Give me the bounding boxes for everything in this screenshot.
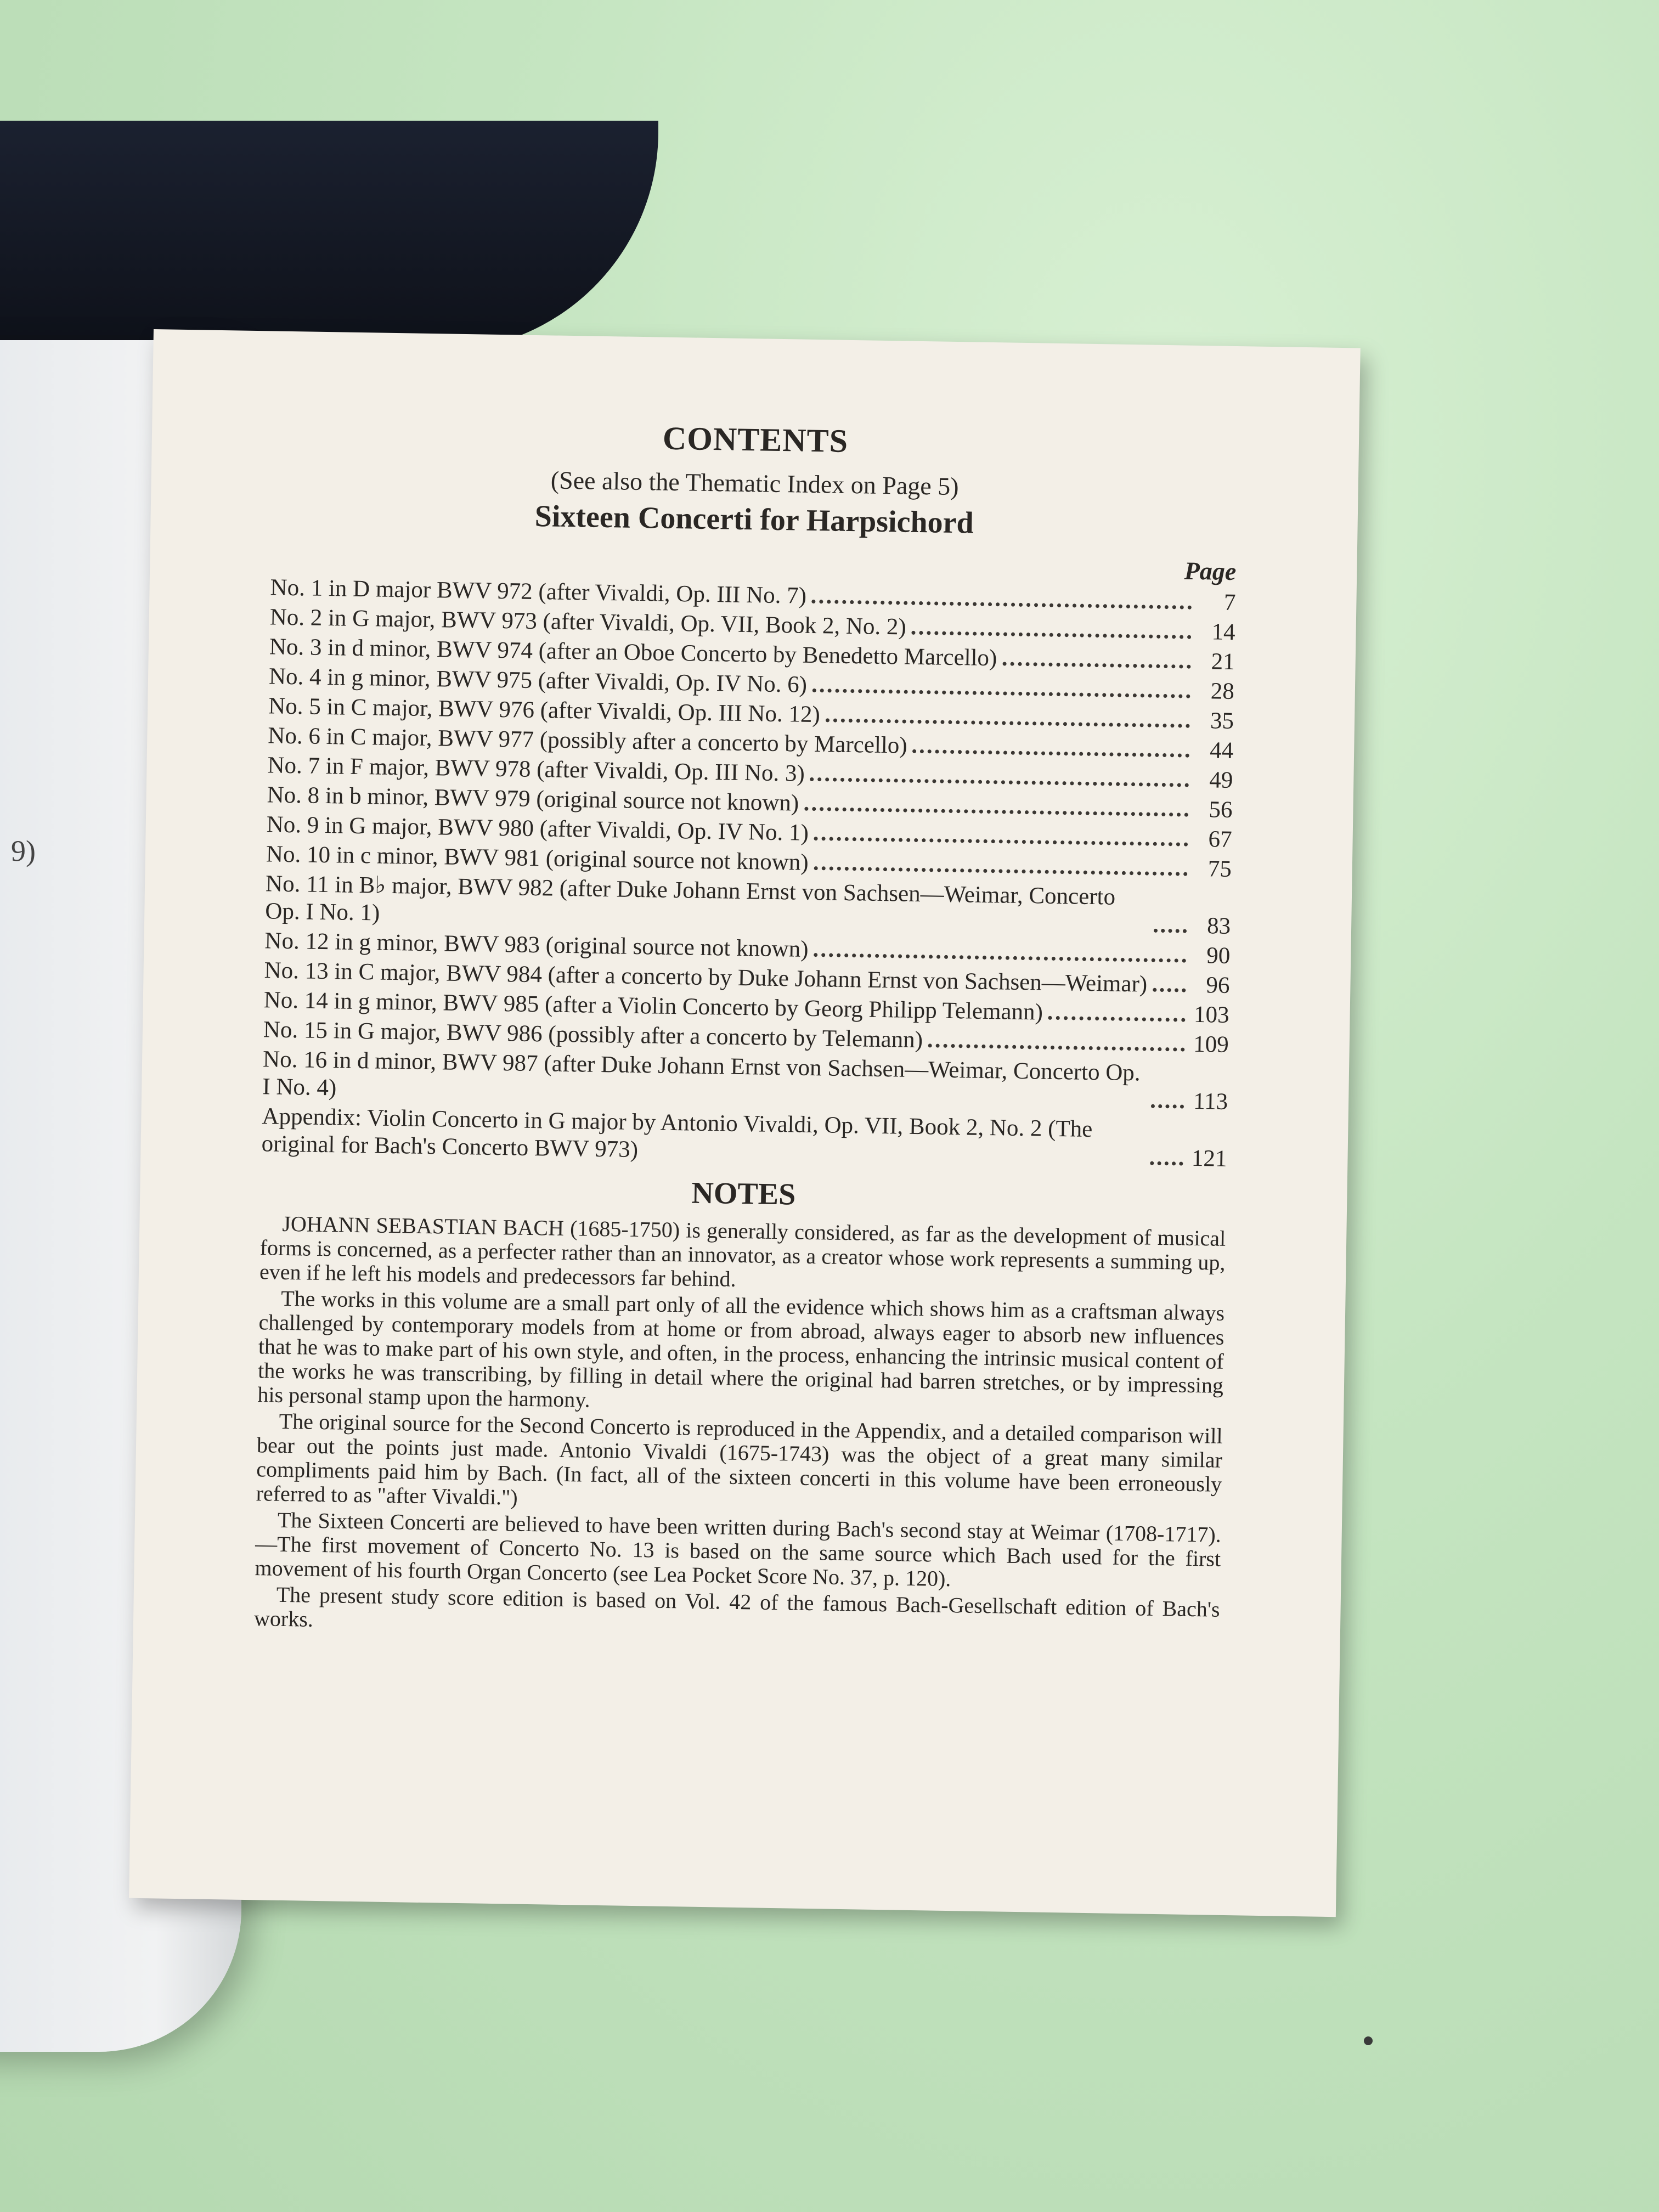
toc-entry-page: 49 — [1209, 767, 1233, 793]
toc-entry-page: 83 — [1206, 913, 1231, 939]
toc-entry-page: 96 — [1206, 972, 1230, 998]
leader-dots — [814, 837, 1188, 847]
toc-entry-page: 121 — [1191, 1145, 1227, 1172]
toc-entry-page: 75 — [1207, 856, 1232, 882]
notes-title: NOTES — [691, 1176, 796, 1212]
contents-heading: Sixteen Concerti for Harpsichord — [534, 499, 974, 540]
page-content — [254, 413, 1239, 1647]
dirt-speck — [1364, 2036, 1373, 2045]
leader-dots — [912, 631, 1192, 639]
toc-entry-text: No. 13 in C major, BWV 984 (after a concerto by Duke Johann Ernst von Sachsen—Weimar) — [264, 957, 1148, 997]
toc-entry-text: No. 5 in C major, BWV 976 (after Vivaldi, Op. III No. 12) — [268, 693, 821, 728]
toc-entry-text: No. 10 in c minor, BWV 981 (original source not known) — [266, 841, 809, 876]
notes-paragraph: JOHANN SEBASTIAN BACH (1685-1750) is generally considered, as far as the development of musical forms is concerned, as a perfecter rather than an innovator, as a creator whose work represents a summing up, even if he left his models and predecessors far behind. — [259, 1211, 1226, 1291]
book-page — [129, 329, 1361, 1917]
toc-entry-text: No. 12 in g minor, BWV 983 (original source not known) — [264, 928, 809, 962]
toc-entry-text: No. 14 in g minor, BWV 985 (after a Violin Concerto by Georg Philipp Telemann) — [263, 987, 1043, 1025]
toc-entry-text: No. 7 in F major, BWV 978 (after Vivaldi, Op. III No. 3) — [267, 752, 805, 787]
leader-dots — [1154, 929, 1187, 933]
toc-entry-page: 103 — [1193, 1001, 1229, 1028]
leader-dots — [1153, 988, 1186, 992]
leader-dots — [812, 600, 1192, 610]
contents-title: CONTENTS — [662, 420, 849, 459]
leader-dots — [912, 749, 1189, 758]
toc-entry-text: No. 15 in G major, BWV 986 (possibly after a concerto by Telemann) — [263, 1017, 923, 1053]
toc-entry-page: 35 — [1210, 708, 1234, 735]
toc-entry-page: 28 — [1210, 678, 1235, 705]
toc-entry-page: 90 — [1206, 943, 1231, 969]
toc-entry-page: 67 — [1208, 826, 1232, 853]
leader-dots — [928, 1043, 1185, 1051]
leader-dots — [814, 866, 1187, 876]
leader-dots — [1048, 1016, 1186, 1022]
left-page-mark: 9) — [11, 834, 36, 867]
notes-paragraph: The present study score edition is based on Vol. 42 of the famous Bach-Gesellschaft edition of Bach's works. — [253, 1582, 1220, 1632]
toc-entry-text: No. 11 in B♭ major, BWV 982 (after Duke Johann Ernst von Sachsen—Weimar, Concerto Op. I No. 1) — [264, 871, 1116, 926]
toc-entry-page: 109 — [1193, 1031, 1229, 1058]
page-column-label: Page — [1184, 556, 1237, 586]
toc-entry-text: No. 6 in C major, BWV 977 (possibly after a concerto by Marcello) — [268, 723, 907, 759]
leader-dots — [812, 689, 1190, 698]
leader-dots — [814, 953, 1186, 963]
toc-entry-text: No. 8 in b minor, BWV 979 (original source not known) — [267, 782, 799, 816]
notes-paragraph: The works in this volume are a small part only of all the evidence which shows him as a craftsman always challenged by contemporary models from at home or from abroad, always eager to absorb new influences that he was to make part of his own style, and often, in the process, enhancing the intrinsic musical content of the works he was transcribing, by filling in detail where the original had barren stretches, or by impressing his personal stamp upon the harmony. — [257, 1285, 1225, 1412]
toc-entry-text: No. 3 in d minor, BWV 974 (after an Oboe Concerto by Benedetto Marcello) — [269, 634, 997, 672]
toc-entry-text: No. 16 in d minor, BWV 987 (after Duke Johann Ernst von Sachsen—Weimar, Concerto Op. I No. 4) — [262, 1046, 1141, 1101]
contents-subtitle: (See also the Thematic Index on Page 5) — [550, 466, 960, 501]
notes-paragraph: The Sixteen Concerti are believed to have been written during Bach's second stay at Weimar (1708-1717).—The first movement of Concerto No. 13 is based on the same source which Bach used for the first movement of his fourth Organ Concerto (see Lea Pocket Score No. 37, p. 120). — [255, 1507, 1222, 1592]
toc-entry-page: 7 — [1223, 589, 1236, 616]
leader-dots — [1151, 1104, 1184, 1109]
leader-dots — [826, 718, 1190, 727]
toc-list — [261, 574, 1235, 1173]
toc-entry-text: No. 1 in D major BWV 972 (after Vivaldi, Op. III No. 7) — [270, 574, 807, 609]
toc-entry-page: 56 — [1209, 797, 1233, 823]
toc-entry-text: Appendix: Violin Concerto in G major by Antonio Vivaldi, Op. VII, Book 2, No. 2 (The original for Bach's Concerto BWV 973) — [261, 1103, 1093, 1163]
toc-entry-page: 14 — [1211, 619, 1235, 646]
toc-entry-text: No. 4 in g minor, BWV 975 (after Vivaldi, Op. IV No. 6) — [268, 663, 808, 698]
toc-entry-page: 21 — [1211, 648, 1235, 675]
leader-dots — [804, 807, 1188, 817]
toc-entry-page: 44 — [1209, 737, 1234, 764]
leader-dots — [810, 777, 1189, 787]
notes-body — [254, 1211, 1226, 1646]
toc-entry-text: No. 9 in G major, BWV 980 (after Vivaldi, Op. IV No. 1) — [266, 811, 809, 846]
toc-entry-page: 113 — [1193, 1088, 1228, 1115]
toc-entry-text: No. 2 in G major, BWV 973 (after Vivaldi, Op. VII, Book 2, No. 2) — [269, 604, 907, 640]
leader-dots — [1002, 662, 1191, 668]
leader-dots — [1150, 1161, 1183, 1166]
notes-paragraph: The original source for the Second Concerto is reproduced in the Appendix, and a detailed comparison will bear out the points just made. Antonio Vivaldi (1675-1743) was the object of a great many similar compliments paid him by Bach. (In fact, all of the sixteen concerti in this volume have been erroneously referred to as "after Vivaldi.") — [256, 1408, 1223, 1510]
